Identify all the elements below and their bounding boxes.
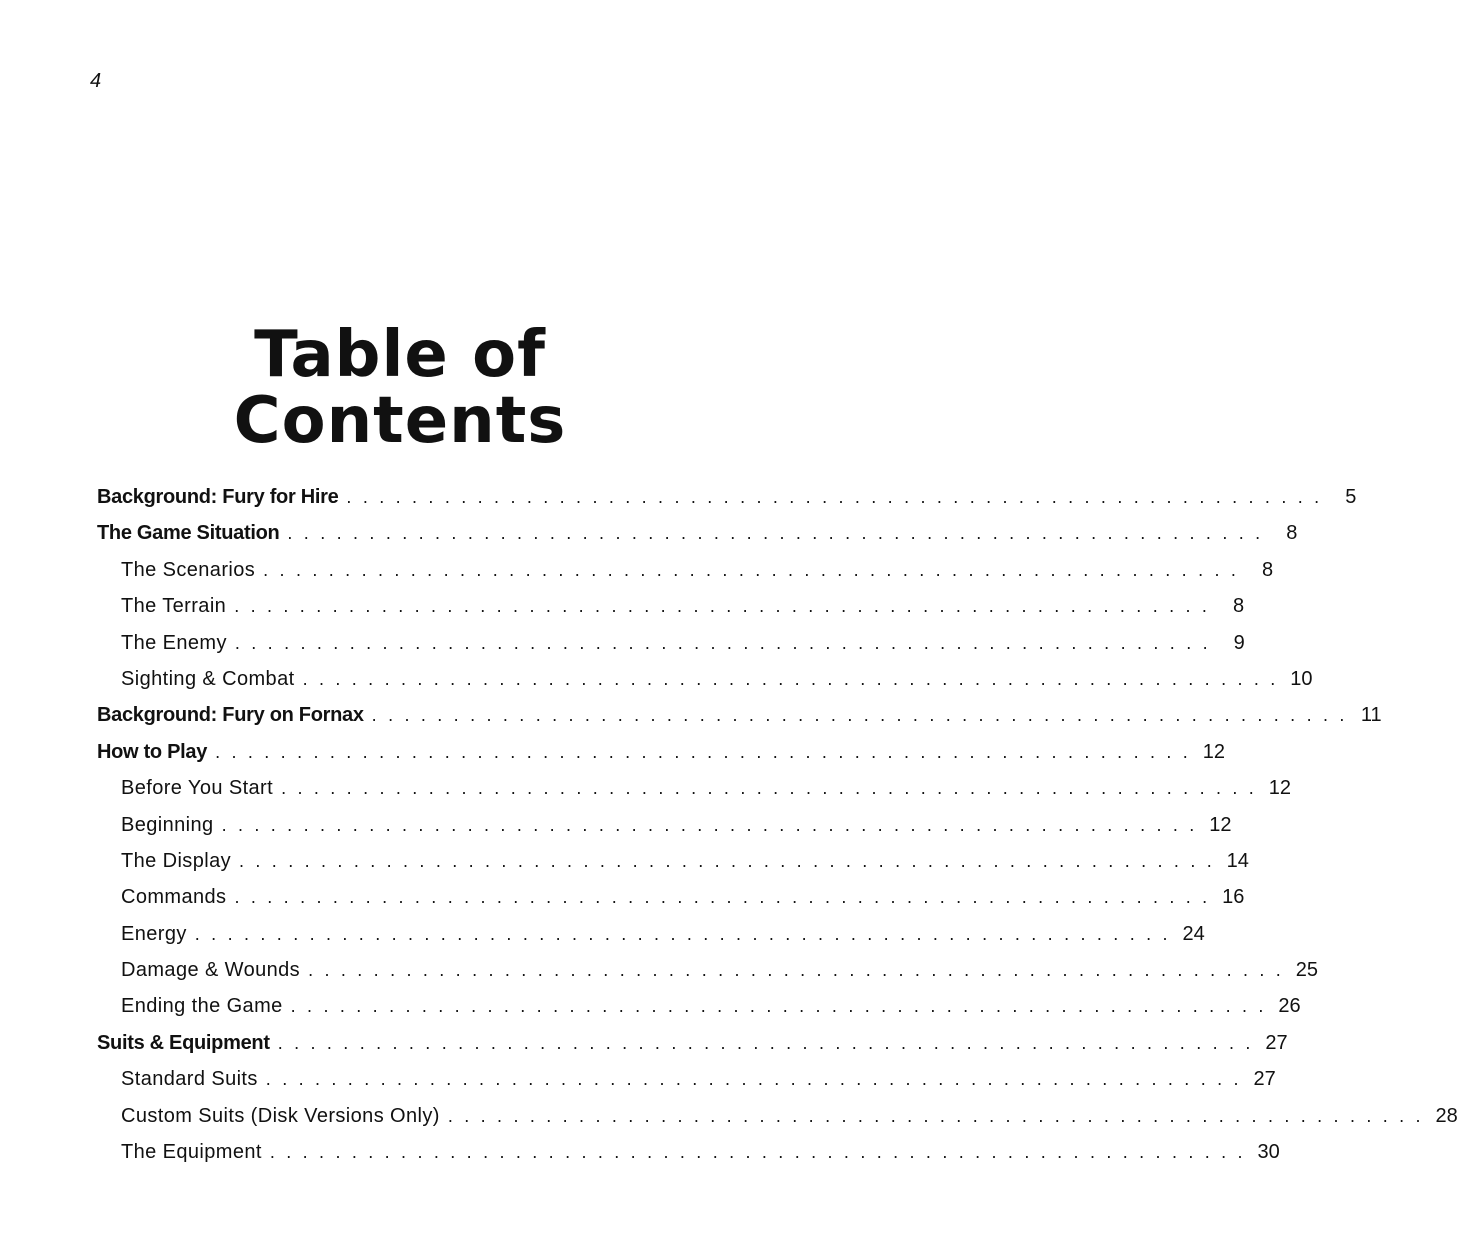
toc-entry-page: 8 [1233, 595, 1245, 618]
toc-entry-page: 16 [1222, 886, 1245, 909]
toc-entry-page: 11 [1360, 704, 1382, 727]
toc-subsection-entry [97, 595, 1245, 631]
toc-entry-label: The Terrain [121, 595, 227, 618]
toc-entry-page: 26 [1278, 995, 1301, 1018]
toc-subsection-entry [97, 558, 1274, 595]
toc-subsection-entry [97, 886, 1245, 922]
toc-entry-page: 25 [1295, 959, 1318, 982]
toc-dot-leader: . . . . . . . . . . . . . . . . . . . . . . . . . . . . . . . . . . . . . . . . . . . . . . . . . . . . . . . . . . . . [234, 632, 1211, 653]
toc-subsection-entry [97, 667, 1313, 704]
toc-entry-page: 12 [1268, 777, 1291, 800]
toc-subsection-entry [97, 1104, 1458, 1141]
toc-section-entry [97, 704, 1382, 740]
toc-entry-label: Background: Fury for Hire [97, 486, 339, 508]
toc-section-entry [97, 740, 1225, 777]
toc-subsection-entry [97, 995, 1301, 1031]
toc-subsection-entry [97, 631, 1245, 668]
toc-subsection-entry [97, 1141, 1280, 1177]
toc-dot-leader: . . . . . . . . . . . . . . . . . . . . . . . . . . . . . . . . . . . . . . . . . . . . . . . . . . . . . . . . . . . . [269, 1142, 1246, 1163]
toc-subsection-entry [97, 849, 1249, 886]
toc-entry-label: Beginning [121, 813, 214, 836]
toc-entry-label: The Display [121, 849, 231, 872]
toc-section-entry [97, 1031, 1288, 1068]
toc-dot-leader: . . . . . . . . . . . . . . . . . . . . . . . . . . . . . . . . . . . . . . . . . . . . . . . . . . . . . . . . . . . . [221, 814, 1198, 835]
toc-entry-page: 8 [1261, 558, 1274, 581]
toc-entry-label: Damage & Wounds [121, 959, 301, 982]
toc-dot-leader: . . . . . . . . . . . . . . . . . . . . . . . . . . . . . . . . . . . . . . . . . . . . . . . . . . . . . . . . . . . . [281, 778, 1257, 799]
toc-entry-label: Custom Suits (Disk Versions Only) [121, 1104, 440, 1127]
toc-entry-page: 27 [1253, 1068, 1276, 1091]
toc-entry-page: 14 [1226, 849, 1249, 872]
toc-entry-page: 10 [1290, 667, 1313, 690]
toc-entry-label: Standard Suits [121, 1068, 258, 1091]
toc-entry-page: 28 [1435, 1104, 1458, 1127]
toc-entry-label: The Game Situation [97, 522, 280, 545]
toc-subsection-entry [97, 777, 1291, 813]
toc-dot-leader: . . . . . . . . . . . . . . . . . . . . . . . . . . . . . . . . . . . . . . . . . . . . . . . . . . . . . . . . . . . . [447, 1105, 1424, 1126]
title-line-1: Table of [254, 318, 546, 392]
title-line-2: Contents [233, 384, 567, 458]
toc-dot-leader: . . . . . . . . . . . . . . . . . . . . . . . . . . . . . . . . . . . . . . . . . . . . . . . . . . . . . . . . . . . . [290, 996, 1267, 1017]
toc-subsection-entry [97, 813, 1232, 850]
toc-dot-leader: . . . . . . . . . . . . . . . . . . . . . . . . . . . . . . . . . . . . . . . . . . . . . . . . . . . . . . . . . . . . [302, 668, 1279, 689]
toc-subsection-entry [97, 959, 1318, 995]
toc-dot-leader: . . . . . . . . . . . . . . . . . . . . . . . . . . . . . . . . . . . . . . . . . . . . . . . . . . . . . . . . . . . . [265, 1069, 1242, 1090]
toc-dot-leader: . . . . . . . . . . . . . . . . . . . . . . . . . . . . . . . . . . . . . . . . . . . . . . . . . . . . . . . . . . . . [234, 596, 1211, 617]
toc-entry-label: The Scenarios [121, 558, 256, 581]
toc-entry-page: 30 [1257, 1141, 1280, 1164]
toc-entry-label: Before You Start [121, 777, 274, 800]
toc-entry-page: 24 [1182, 922, 1205, 945]
table-of-contents [97, 486, 1458, 1177]
toc-dot-leader: . . . . . . . . . . . . . . . . . . . . . . . . . . . . . . . . . . . . . . . . . . . . . . . . . . . . . . . . . . . . [215, 741, 1191, 762]
toc-entry-label: Ending the Game [121, 995, 283, 1018]
toc-dot-leader: . . . . . . . . . . . . . . . . . . . . . . . . . . . . . . . . . . . . . . . . . . . . . . . . . . . . . . . . . . . . [234, 887, 1211, 908]
toc-entry-label: Energy [121, 922, 187, 945]
toc-subsection-entry [97, 922, 1205, 959]
toc-dot-leader: . . . . . . . . . . . . . . . . . . . . . . . . . . . . . . . . . . . . . . . . . . . . . . . . . . . . . . . . . . . . [287, 523, 1264, 544]
toc-entry-page: 27 [1265, 1031, 1288, 1054]
toc-entry-label: How to Play [97, 740, 208, 763]
page-title [0, 318, 800, 458]
toc-dot-leader: . . . . . . . . . . . . . . . . . . . . . . . . . . . . . . . . . . . . . . . . . . . . . . . . . . . . . . . . . . . . [194, 923, 1171, 944]
toc-dot-leader: . . . . . . . . . . . . . . . . . . . . . . . . . . . . . . . . . . . . . . . . . . . . . . . . . . . . . . . . . . . . [263, 559, 1240, 580]
toc-entry-label: Sighting & Combat [121, 667, 295, 690]
toc-dot-leader: . . . . . . . . . . . . . . . . . . . . . . . . . . . . . . . . . . . . . . . . . . . . . . . . . . . . . . . . . . . . [371, 705, 1348, 726]
toc-dot-leader: . . . . . . . . . . . . . . . . . . . . . . . . . . . . . . . . . . . . . . . . . . . . . . . . . . . . . . . . . . . . [308, 960, 1284, 981]
toc-subsection-entry [97, 1068, 1276, 1104]
toc-dot-leader: . . . . . . . . . . . . . . . . . . . . . . . . . . . . . . . . . . . . . . . . . . . . . . . . . . . . . . . . . . . . [346, 487, 1323, 507]
toc-entry-label: Commands [121, 886, 227, 909]
toc-section-entry [97, 486, 1357, 522]
toc-entry-page: 9 [1233, 631, 1245, 654]
page-number: 4 [90, 70, 102, 92]
toc-entry-page: 12 [1209, 813, 1232, 836]
toc-section-entry [97, 522, 1298, 558]
toc-entry-label: The Equipment [121, 1141, 262, 1164]
toc-entry-label: The Enemy [121, 631, 227, 654]
toc-entry-label: Suits & Equipment [97, 1031, 270, 1054]
toc-entry-label: Background: Fury on Fornax [97, 704, 364, 727]
toc-dot-leader: . . . . . . . . . . . . . . . . . . . . . . . . . . . . . . . . . . . . . . . . . . . . . . . . . . . . . . . . . . . . [239, 850, 1215, 871]
toc-entry-page: 5 [1345, 486, 1357, 508]
toc-dot-leader: . . . . . . . . . . . . . . . . . . . . . . . . . . . . . . . . . . . . . . . . . . . . . . . . . . . . . . . . . . . . [277, 1032, 1254, 1053]
toc-entry-page: 12 [1202, 740, 1225, 763]
toc-entry-page: 8 [1286, 522, 1298, 545]
